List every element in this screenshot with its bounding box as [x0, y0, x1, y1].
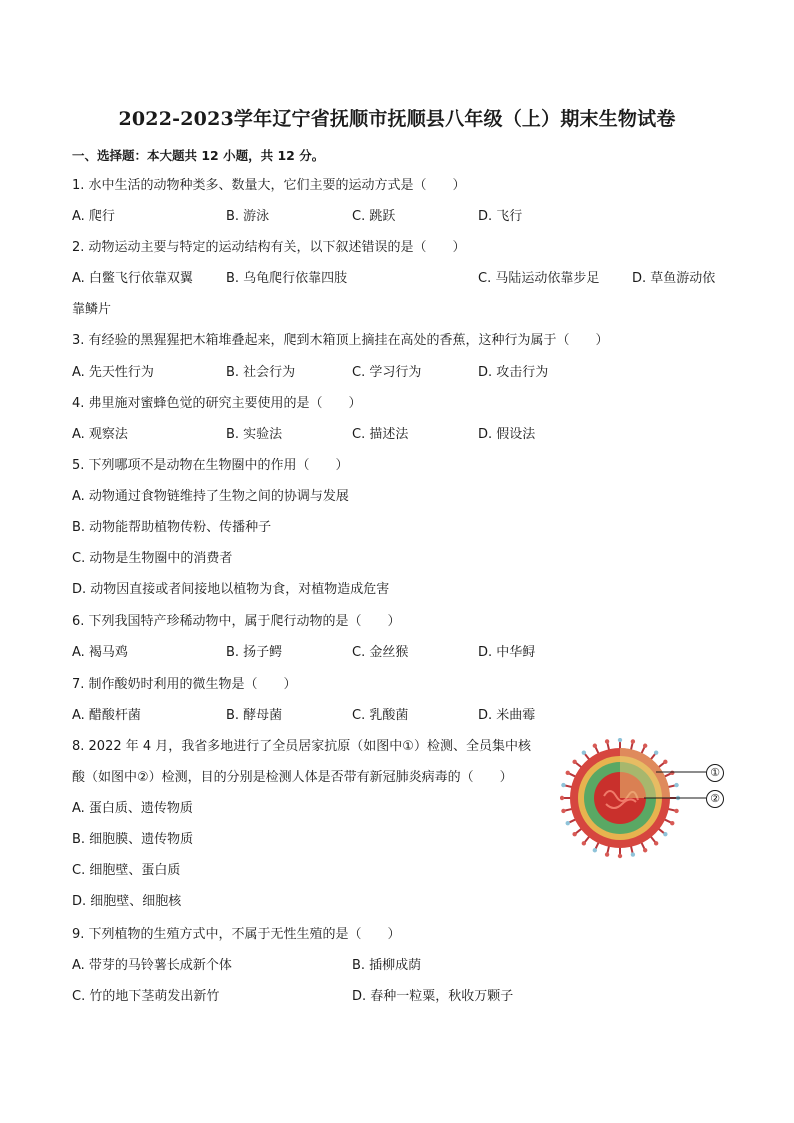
question-1-stem: 1. 水中生活的动物种类多、数量大，它们主要的运动方式是（ ） — [72, 178, 466, 193]
question-7-stem: 7. 制作酸奶时利用的微生物是（ ） — [72, 677, 297, 692]
question-8-stem: 8. 2022 年 4 月，我省多地进行了全员居家抗原（如图中①）检测、全员集中核 — [72, 739, 531, 754]
spike-tip — [593, 744, 597, 748]
spike-tip — [663, 832, 667, 836]
page-title: 2022-2023学年辽宁省抚顺市抚顺县八年级（上）期末生物试卷 — [118, 108, 676, 130]
option-a[interactable]: A. 爬行 — [72, 209, 115, 224]
option-c[interactable]: C. 学习行为 — [352, 365, 422, 380]
option-c[interactable]: C. 描述法 — [352, 427, 409, 442]
question-5-stem: 5. 下列哪项不是动物在生物圈中的作用（ ） — [72, 458, 349, 473]
question-6-options — [72, 644, 712, 662]
spike-tip — [670, 821, 674, 825]
question-2-options — [72, 270, 722, 288]
question-8-stem-cont: 酸（如图中②）检测，目的分别是检测人体是否带有新冠肺炎病毒的（ ） — [72, 770, 513, 785]
spike-tip — [670, 771, 674, 775]
option-b[interactable]: B. 酵母菌 — [226, 708, 283, 723]
question-3-stem: 3. 有经验的黑猩猩把木箱堆叠起来，爬到木箱顶上摘挂在高处的香蕉，这种行为属于（ ） — [72, 333, 609, 348]
option-c[interactable]: C. 乳酸菌 — [352, 708, 409, 723]
question-2-stem: 2. 动物运动主要与特定的运动结构有关，以下叙述错误的是（ ） — [72, 240, 466, 255]
spike-tip — [572, 832, 576, 836]
option-d[interactable]: D. 中华鲟 — [478, 645, 536, 660]
question-3-options — [72, 364, 712, 382]
spike-tip — [674, 809, 678, 813]
spike-tip — [593, 848, 597, 852]
question-1-options — [72, 208, 712, 226]
spike-tip — [654, 750, 658, 754]
virus-figure — [560, 738, 750, 860]
question-4-options — [72, 426, 712, 444]
option-d[interactable]: D. 假设法 — [478, 427, 536, 442]
spike-tip — [631, 852, 635, 856]
spike-tip — [561, 809, 565, 813]
spike-tip — [663, 760, 667, 764]
question-5-option-c[interactable]: C. 动物是生物圈中的消费者 — [72, 551, 233, 566]
spike-tip — [618, 854, 622, 858]
spike-tip — [572, 760, 576, 764]
spike-tip — [643, 848, 647, 852]
option-d[interactable]: D. 米曲霉 — [478, 708, 536, 723]
spike-tip — [654, 841, 658, 845]
option-d[interactable]: D. 春种一粒粟，秋收万颗子 — [352, 989, 514, 1004]
option-b[interactable]: B. 社会行为 — [226, 365, 296, 380]
option-c[interactable]: C. 竹的地下茎萌发出新竹 — [72, 989, 220, 1004]
question-4-stem: 4. 弗里施对蜜蜂色觉的研究主要使用的是（ ） — [72, 396, 362, 411]
option-d[interactable]: D. 攻击行为 — [478, 365, 549, 380]
question-7-options — [72, 707, 712, 725]
option-b[interactable]: B. 游泳 — [226, 209, 270, 224]
question-5-option-b[interactable]: B. 动物能帮助植物传粉、传播种子 — [72, 520, 272, 535]
option-a[interactable]: A. 观察法 — [72, 427, 128, 442]
spike-tip — [561, 783, 565, 787]
question-9-options-row-1 — [72, 957, 712, 975]
section-heading: 一、选择题：本大题共 12 小题，共 12 分。 — [72, 148, 325, 163]
option-b[interactable]: B. 实验法 — [226, 427, 283, 442]
spike-tip — [582, 750, 586, 754]
option-c[interactable]: C. 跳跃 — [352, 209, 396, 224]
spike-tip — [674, 783, 678, 787]
spike-tip — [643, 744, 647, 748]
option-c[interactable]: C. 金丝猴 — [352, 645, 409, 660]
option-b[interactable]: B. 扬子鳄 — [226, 645, 283, 660]
label-1: ① — [706, 764, 724, 782]
question-9-options-row-2 — [72, 988, 712, 1006]
option-c[interactable]: C. 马陆运动依靠步足 — [478, 271, 600, 286]
question-6-stem: 6. 下列我国特产珍稀动物中，属于爬行动物的是（ ） — [72, 614, 401, 629]
option-d[interactable]: D. 草鱼游动依 — [632, 271, 716, 286]
question-5-option-d[interactable]: D. 动物因直接或者间接地以植物为食，对植物造成危害 — [72, 582, 390, 597]
question-2-option-d-wrap: 靠鳞片 — [72, 302, 112, 317]
question-8-option-d[interactable]: D. 细胞壁、细胞核 — [72, 894, 182, 909]
question-8-option-c[interactable]: C. 细胞壁、蛋白质 — [72, 863, 181, 878]
option-a[interactable]: A. 带芽的马铃薯长成新个体 — [72, 958, 232, 973]
cutaway-section — [620, 748, 670, 798]
option-a[interactable]: A. 褐马鸡 — [72, 645, 128, 660]
question-5-option-a[interactable]: A. 动物通过食物链维持了生物之间的协调与发展 — [72, 489, 349, 504]
spike-tip — [605, 852, 609, 856]
spike-tip — [582, 841, 586, 845]
option-b[interactable]: B. 乌龟爬行依靠四肢 — [226, 271, 348, 286]
option-a[interactable]: A. 醋酸杆菌 — [72, 708, 141, 723]
question-8-option-a[interactable]: A. 蛋白质、遗传物质 — [72, 801, 193, 816]
question-9-stem: 9. 下列植物的生殖方式中，不属于无性生殖的是（ ） — [72, 927, 401, 942]
spike-tip — [605, 739, 609, 743]
spike-tip — [560, 796, 564, 800]
spike-tip — [566, 771, 570, 775]
option-d[interactable]: D. 飞行 — [478, 209, 523, 224]
option-b[interactable]: B. 插柳成荫 — [352, 958, 422, 973]
option-a[interactable]: A. 先天性行为 — [72, 365, 154, 380]
spike-tip — [618, 738, 622, 742]
spike-tip — [566, 821, 570, 825]
spike-tip — [631, 739, 635, 743]
option-a[interactable]: A. 白鳖飞行依靠双翼 — [72, 271, 193, 286]
question-8-option-b[interactable]: B. 细胞膜、遗传物质 — [72, 832, 194, 847]
label-2: ② — [706, 790, 724, 808]
